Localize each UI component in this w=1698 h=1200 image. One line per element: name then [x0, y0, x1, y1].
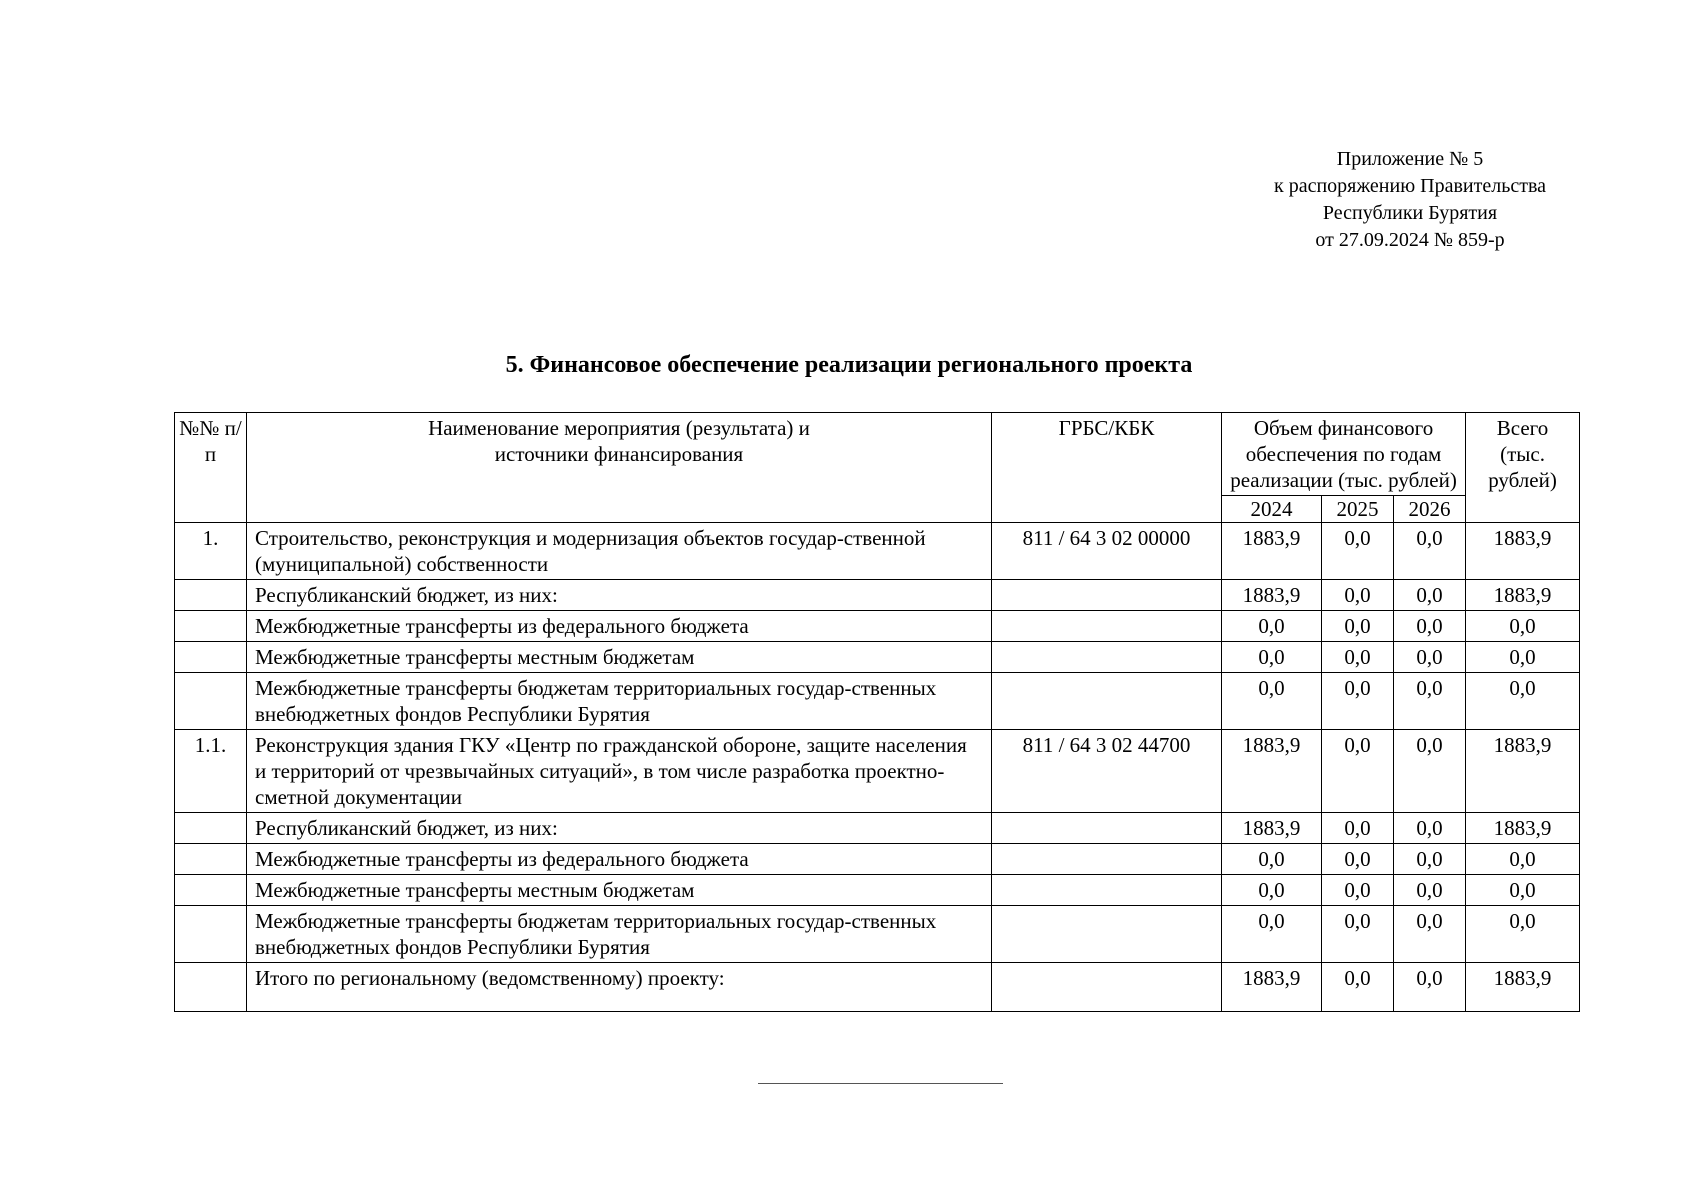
cell-total: 0,0	[1466, 611, 1580, 642]
header-name	[247, 413, 992, 523]
cell-num	[175, 906, 247, 963]
cell-2026: 0,0	[1394, 813, 1466, 844]
cell-num	[175, 875, 247, 906]
cell-num: 1.1.	[175, 730, 247, 813]
cell-2025: 0,0	[1322, 580, 1394, 611]
cell-2026: 0,0	[1394, 611, 1466, 642]
cell-2024: 0,0	[1222, 673, 1322, 730]
table-row	[175, 875, 1580, 906]
header-volume: Объем финансового обеспечения по годам реализации (тыс. рублей)	[1222, 413, 1466, 496]
cell-code	[992, 844, 1222, 875]
cell-code	[992, 906, 1222, 963]
cell-2025: 0,0	[1322, 844, 1394, 875]
cell-2024: 1883,9	[1222, 730, 1322, 813]
table-row	[175, 963, 1580, 1012]
cell-total: 1883,9	[1466, 730, 1580, 813]
header-year: 2026	[1394, 496, 1466, 523]
cell-2025: 0,0	[1322, 813, 1394, 844]
cell-code: 811 / 64 3 02 44700	[992, 730, 1222, 813]
cell-2025: 0,0	[1322, 906, 1394, 963]
table-row	[175, 844, 1580, 875]
cell-num	[175, 813, 247, 844]
cell-2025: 0,0	[1322, 523, 1394, 580]
cell-num	[175, 963, 247, 1012]
cell-code: 811 / 64 3 02 00000	[992, 523, 1222, 580]
cell-2024: 1883,9	[1222, 580, 1322, 611]
cell-code	[992, 963, 1222, 1012]
cell-2024: 1883,9	[1222, 963, 1322, 1012]
finance-table	[174, 412, 1580, 1012]
header-year: 2024	[1222, 496, 1322, 523]
cell-name: Реконструкция здания ГКУ «Центр по гражданской обороне, защите населения и территорий от чрезвычайных ситуаций», в том числе разработка проектно-сметной документации	[247, 730, 992, 813]
table-row	[175, 673, 1580, 730]
table-row	[175, 580, 1580, 611]
cell-total: 1883,9	[1466, 813, 1580, 844]
cell-total: 0,0	[1466, 844, 1580, 875]
table-row	[175, 642, 1580, 673]
cell-name: Межбюджетные трансферты местным бюджетам	[247, 642, 992, 673]
cell-total: 1883,9	[1466, 523, 1580, 580]
cell-num	[175, 844, 247, 875]
document-title: 5. Финансовое обеспечение реализации регионального проекта	[505, 352, 1193, 378]
appendix-line: Приложение № 5	[1336, 148, 1484, 170]
header-code: ГРБС/КБК	[992, 413, 1222, 523]
cell-total: 0,0	[1466, 673, 1580, 730]
cell-2025: 0,0	[1322, 611, 1394, 642]
cell-name: Межбюджетные трансферты бюджетам территориальных государ-ственных внебюджетных фондов Республики Бурятия	[247, 673, 992, 730]
cell-2025: 0,0	[1322, 673, 1394, 730]
table-body	[175, 523, 1580, 1012]
cell-code	[992, 580, 1222, 611]
header-num: №№ п/п	[175, 413, 247, 523]
cell-total: 0,0	[1466, 906, 1580, 963]
cell-2026: 0,0	[1394, 875, 1466, 906]
cell-2024: 0,0	[1222, 906, 1322, 963]
cell-name: Межбюджетные трансферты местным бюджетам	[247, 875, 992, 906]
table-row	[175, 906, 1580, 963]
cell-total: 0,0	[1466, 642, 1580, 673]
cell-2025: 0,0	[1322, 730, 1394, 813]
cell-2025: 0,0	[1322, 642, 1394, 673]
cell-name: Строительство, реконструкция и модернизация объектов государ-ственной (муниципальной) собственности	[247, 523, 992, 580]
cell-2024: 1883,9	[1222, 523, 1322, 580]
appendix-line: к распоряжению Правительства	[1273, 175, 1546, 197]
cell-2026: 0,0	[1394, 523, 1466, 580]
cell-num	[175, 611, 247, 642]
table-row	[175, 813, 1580, 844]
appendix-line: от 27.09.2024 № 859-р	[1315, 229, 1505, 251]
cell-2026: 0,0	[1394, 844, 1466, 875]
cell-code	[992, 611, 1222, 642]
cell-code	[992, 813, 1222, 844]
cell-2024: 0,0	[1222, 642, 1322, 673]
cell-2025: 0,0	[1322, 963, 1394, 1012]
cell-total: 1883,9	[1466, 580, 1580, 611]
cell-code	[992, 875, 1222, 906]
cell-num	[175, 580, 247, 611]
cell-num: 1.	[175, 523, 247, 580]
cell-2024: 0,0	[1222, 611, 1322, 642]
table-row	[175, 523, 1580, 580]
cell-2026: 0,0	[1394, 906, 1466, 963]
cell-name: Межбюджетные трансферты из федерального бюджета	[247, 611, 992, 642]
header-name-line: Наименование мероприятия (результата) и	[428, 416, 810, 440]
header-year: 2025	[1322, 496, 1394, 523]
cell-2024: 0,0	[1222, 875, 1322, 906]
appendix-line: Республики Бурятия	[1322, 202, 1498, 224]
cell-num	[175, 673, 247, 730]
footer-divider	[758, 1083, 1003, 1084]
cell-2026: 0,0	[1394, 730, 1466, 813]
cell-name: Итого по региональному (ведомственному) проекту:	[247, 963, 992, 1012]
cell-2024: 0,0	[1222, 844, 1322, 875]
table-row	[175, 730, 1580, 813]
header-name-line: источники финансирования	[494, 442, 744, 466]
cell-2026: 0,0	[1394, 580, 1466, 611]
cell-name: Республиканский бюджет, из них:	[247, 813, 992, 844]
cell-2025: 0,0	[1322, 875, 1394, 906]
cell-code	[992, 673, 1222, 730]
cell-2024: 1883,9	[1222, 813, 1322, 844]
cell-2026: 0,0	[1394, 673, 1466, 730]
appendix-block	[1230, 146, 1590, 254]
cell-total: 1883,9	[1466, 963, 1580, 1012]
cell-total: 0,0	[1466, 875, 1580, 906]
cell-name: Межбюджетные трансферты из федерального бюджета	[247, 844, 992, 875]
cell-num	[175, 642, 247, 673]
cell-name: Республиканский бюджет, из них:	[247, 580, 992, 611]
cell-code	[992, 642, 1222, 673]
table-row	[175, 611, 1580, 642]
cell-2026: 0,0	[1394, 963, 1466, 1012]
table-header	[175, 413, 1580, 523]
header-total: Всего (тыс. рублей)	[1466, 413, 1580, 523]
cell-2026: 0,0	[1394, 642, 1466, 673]
cell-name: Межбюджетные трансферты бюджетам территориальных государ-ственных внебюджетных фондов Республики Бурятия	[247, 906, 992, 963]
